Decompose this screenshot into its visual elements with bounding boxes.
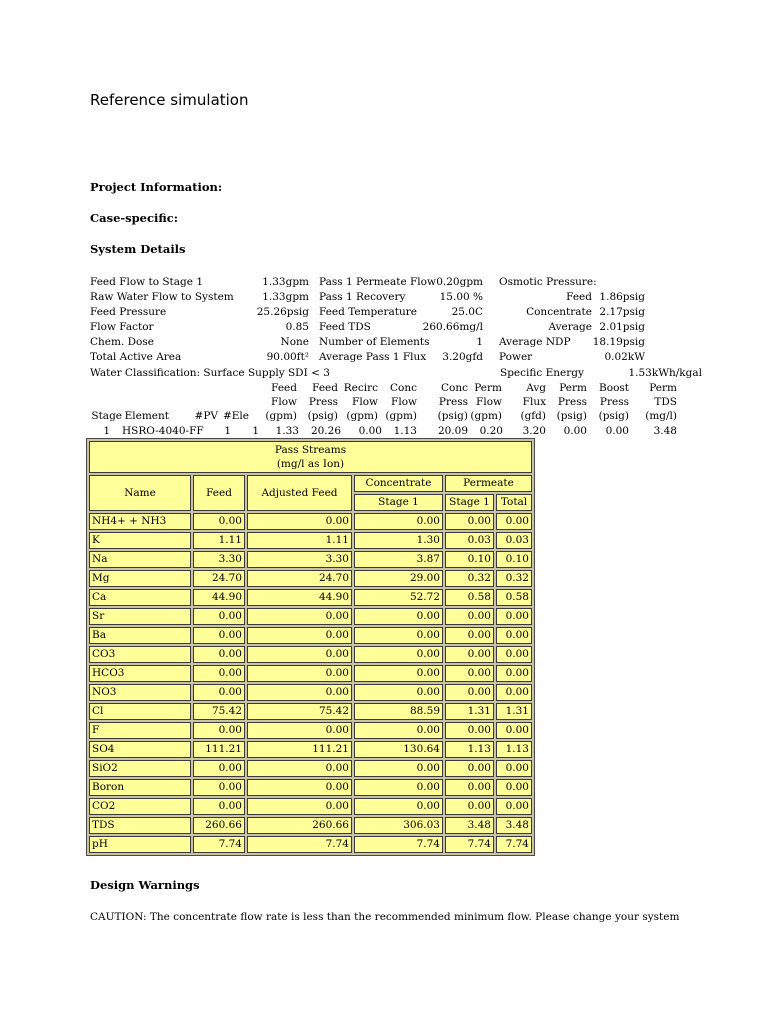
ion-row (89, 798, 532, 815)
stage-header-text: Feed (312, 382, 338, 394)
system-cell: 0.85 (285, 321, 309, 333)
system-cell: Number of Elements (319, 336, 430, 348)
ion-value: 0.00 (445, 646, 494, 663)
system-row (90, 320, 650, 335)
ion-name: Sr (89, 608, 191, 625)
ion-row (89, 513, 532, 530)
ion-value: 0.00 (445, 513, 494, 530)
stage-cell: 0.00 (605, 425, 629, 437)
ion-value: 0.00 (496, 513, 532, 530)
stage-header-text: Flow (391, 396, 417, 408)
stage-header-text: Conc (390, 382, 417, 394)
ion-name: NO3 (89, 684, 191, 701)
stage-header-text: (psig) (307, 410, 338, 422)
ion-value: 130.64 (354, 741, 443, 758)
system-cell: 3.20gfd (442, 351, 483, 363)
ion-name: CO3 (89, 646, 191, 663)
ion-value: 1.13 (496, 741, 532, 758)
system-cell: Power (499, 351, 533, 363)
ion-value: 0.00 (496, 627, 532, 644)
pass-streams-title (89, 441, 532, 473)
ion-value: 0.00 (354, 722, 443, 739)
ion-row (89, 665, 532, 682)
ion-value: 75.42 (193, 703, 245, 720)
col-concentrate-stage1: Stage 1 (354, 494, 443, 511)
system-row (90, 350, 650, 365)
stage-header-text: Perm (559, 382, 587, 394)
system-cell: Pass 1 Permeate Flow (319, 276, 436, 288)
ion-value: 0.32 (445, 570, 494, 587)
ion-value: 0.32 (496, 570, 532, 587)
stage-cell: 1 (103, 425, 110, 437)
ion-value: 0.00 (193, 665, 245, 682)
page-title: Reference simulation (90, 91, 249, 109)
system-cell: 2.01psig (599, 321, 645, 333)
ion-value: 0.10 (496, 551, 532, 568)
ion-name: pH (89, 836, 191, 853)
col-concentrate: Concentrate (354, 475, 443, 492)
system-cell: Feed (566, 291, 592, 303)
stage-header-text: Press (557, 396, 587, 408)
system-row (90, 275, 650, 290)
ion-value: 7.74 (247, 836, 352, 853)
stage-header-text: Flow (476, 396, 502, 408)
stage-cell: HSRO-4040-FF (122, 425, 204, 437)
ion-name: TDS (89, 817, 191, 834)
system-cell: Feed Flow to Stage 1 (90, 276, 203, 288)
ion-name: HCO3 (89, 665, 191, 682)
ion-value: 0.00 (193, 779, 245, 796)
ion-value: 0.58 (496, 589, 532, 606)
ion-value: 0.00 (496, 722, 532, 739)
ion-value: 0.10 (445, 551, 494, 568)
stage-cell: 0.20 (479, 425, 503, 437)
system-cell: Total Active Area (90, 351, 182, 363)
stage-header-text: Conc (441, 382, 468, 394)
ion-name: Cl (89, 703, 191, 720)
stage-cell: 3.20 (522, 425, 546, 437)
ion-name: Na (89, 551, 191, 568)
water-classification-row (90, 366, 702, 381)
ion-value: 0.00 (354, 513, 443, 530)
ion-value: 24.70 (247, 570, 352, 587)
system-details-heading: System Details (90, 242, 186, 256)
ion-value: 0.00 (445, 779, 494, 796)
ion-value: 0.00 (445, 798, 494, 815)
stage-header-text: Element (124, 410, 169, 422)
ion-row (89, 722, 532, 739)
ion-value: 260.66 (193, 817, 245, 834)
system-cell: Average (548, 321, 592, 333)
ion-value: 0.00 (496, 665, 532, 682)
system-cell: Feed Pressure (90, 306, 167, 318)
ion-value: 1.11 (193, 532, 245, 549)
ion-value: 1.11 (247, 532, 352, 549)
ion-value: 1.13 (445, 741, 494, 758)
ion-value: 0.00 (496, 779, 532, 796)
col-permeate: Permeate (445, 475, 532, 492)
system-cell: 1.86psig (599, 291, 645, 303)
ion-value: 0.00 (496, 760, 532, 777)
stage-header-text: (gfd) (520, 410, 546, 422)
ion-row (89, 760, 532, 777)
ion-value: 0.03 (496, 532, 532, 549)
ion-value: 0.58 (445, 589, 494, 606)
ion-value: 0.00 (445, 665, 494, 682)
stage-header-text: Avg (526, 382, 546, 394)
ion-value: 75.42 (247, 703, 352, 720)
stage-header-text: Feed (271, 382, 297, 394)
ion-value: 0.00 (445, 760, 494, 777)
pass-streams-title-text: Pass Streams (274, 444, 347, 456)
ion-value: 0.00 (496, 608, 532, 625)
ion-name: F (89, 722, 191, 739)
ion-value: 0.00 (193, 798, 245, 815)
ion-row (89, 684, 532, 701)
ion-value: 0.00 (496, 684, 532, 701)
ion-name: Boron (89, 779, 191, 796)
pass-streams-subtitle: (mg/l as Ion) (276, 458, 345, 470)
stage-header-text: (gpm) (385, 410, 417, 422)
system-cell: 0.02kW (604, 351, 645, 363)
ion-value: 0.00 (247, 665, 352, 682)
system-cell: 2.17psig (599, 306, 645, 318)
system-cell: 0.20gpm (436, 276, 483, 288)
system-cell: 260.66mg/l (422, 321, 483, 333)
stage-header-text: Boost (599, 382, 629, 394)
stage-cell: 3.48 (653, 425, 677, 437)
stage-cell: 20.26 (310, 425, 341, 437)
col-adjusted-feed: Adjusted Feed (247, 475, 352, 511)
system-row (90, 335, 650, 350)
ion-value: 3.48 (445, 817, 494, 834)
col-name: Name (89, 475, 191, 511)
system-cell: 15.00 % (439, 291, 483, 303)
ion-value: 111.21 (193, 741, 245, 758)
system-cell: 1.33gpm (262, 276, 309, 288)
stage-header-text: Press (438, 396, 468, 408)
water-classification: Water Classification: Surface Supply SDI < 3 (90, 367, 330, 379)
ion-row (89, 551, 532, 568)
ion-value: 3.87 (354, 551, 443, 568)
ion-value: 0.00 (247, 760, 352, 777)
ion-value: 0.00 (247, 513, 352, 530)
ion-value: 111.21 (247, 741, 352, 758)
ion-value: 0.00 (354, 665, 443, 682)
ion-value: 0.00 (247, 684, 352, 701)
ion-value: 7.74 (354, 836, 443, 853)
pass-streams-table (86, 438, 535, 856)
ion-value: 0.00 (193, 608, 245, 625)
ion-row (89, 817, 532, 834)
ion-value: 0.00 (496, 646, 532, 663)
ion-value: 0.00 (445, 722, 494, 739)
stage-header-text: (psig) (556, 410, 587, 422)
ion-value: 44.90 (193, 589, 245, 606)
stage-header-text: (psig) (437, 410, 468, 422)
stage-cell: 20.09 (437, 425, 468, 437)
col-permeate-total: Total (496, 494, 532, 511)
ion-value: 0.00 (354, 779, 443, 796)
stage-header-text: Perm (474, 382, 502, 394)
ion-value: 29.00 (354, 570, 443, 587)
ion-row (89, 627, 532, 644)
stage-header-text: TDS (654, 396, 677, 408)
stage-header-text: (mg/l) (645, 410, 677, 422)
specific-energy-label: Specific Energy (500, 367, 584, 379)
ion-value: 0.00 (193, 722, 245, 739)
ion-value: 0.03 (445, 532, 494, 549)
ion-value: 0.00 (445, 684, 494, 701)
ion-row (89, 532, 532, 549)
ion-value: 0.00 (354, 646, 443, 663)
stage-cell: 1 (224, 425, 231, 437)
ion-name: SiO2 (89, 760, 191, 777)
ion-value: 1.31 (496, 703, 532, 720)
stage-header-text: (gpm) (265, 410, 297, 422)
stage-header-text: Flow (271, 396, 297, 408)
ion-value: 260.66 (247, 817, 352, 834)
ion-value: 24.70 (193, 570, 245, 587)
ion-value: 88.59 (354, 703, 443, 720)
system-cell: 1.33gpm (262, 291, 309, 303)
stage-header-text: Flow (352, 396, 378, 408)
stage-header-text: Press (599, 396, 629, 408)
project-information-heading: Project Information: (90, 180, 223, 194)
system-cell: Average Pass 1 Flux (319, 351, 427, 363)
ion-value: 0.00 (354, 760, 443, 777)
ion-row (89, 646, 532, 663)
system-cell: 90.00ft² (266, 351, 309, 363)
stage-header-text: Recirc (343, 382, 378, 394)
ion-row (89, 608, 532, 625)
stage-cell: 1.13 (393, 425, 417, 437)
ion-value: 0.00 (354, 684, 443, 701)
system-cell: Concentrate (526, 306, 592, 318)
ion-name: SO4 (89, 741, 191, 758)
system-cell: 1 (476, 336, 483, 348)
ion-value: 0.00 (445, 608, 494, 625)
ion-value: 0.00 (496, 798, 532, 815)
system-cell: Feed TDS (319, 321, 371, 333)
ion-name: K (89, 532, 191, 549)
ion-name: Ba (89, 627, 191, 644)
system-cell: Chem. Dose (90, 336, 154, 348)
ion-value: 3.30 (247, 551, 352, 568)
stage-header-text: Press (308, 396, 338, 408)
ion-value: 1.30 (354, 532, 443, 549)
specific-energy-value: 1.53kWh/kgal (628, 367, 702, 379)
ion-value: 0.00 (354, 798, 443, 815)
ion-value: 0.00 (193, 513, 245, 530)
stage-cell: 0.00 (563, 425, 587, 437)
ion-value: 0.00 (247, 608, 352, 625)
ion-row (89, 570, 532, 587)
ion-value: 44.90 (247, 589, 352, 606)
ion-value: 0.00 (247, 798, 352, 815)
stage-header-text: #Ele (222, 410, 249, 422)
system-cell: Average NDP (499, 336, 571, 348)
ion-value: 0.00 (193, 760, 245, 777)
ion-value: 1.31 (445, 703, 494, 720)
ion-value: 0.00 (193, 684, 245, 701)
stage-header-text: (gpm) (470, 410, 502, 422)
system-cell: 25.26psig (256, 306, 309, 318)
design-warnings-heading: Design Warnings (90, 878, 200, 892)
stage-header-text: (psig) (598, 410, 629, 422)
stage-header-text: Perm (649, 382, 677, 394)
ion-value: 306.03 (354, 817, 443, 834)
ion-value: 52.72 (354, 589, 443, 606)
system-cell: Pass 1 Recovery (319, 291, 406, 303)
ion-row (89, 741, 532, 758)
ion-name: CO2 (89, 798, 191, 815)
col-feed: Feed (193, 475, 245, 511)
stage-header-text: (gpm) (346, 410, 378, 422)
ion-name: NH4+ + NH3 (89, 513, 191, 530)
stage-header-text: #PV (194, 410, 218, 422)
system-cell: Osmotic Pressure: (499, 276, 597, 288)
ion-row (89, 779, 532, 796)
stage-header-text: Flux (522, 396, 546, 408)
case-specific-heading: Case-specific: (90, 211, 178, 225)
ion-value: 0.00 (247, 646, 352, 663)
system-cell: 25.0C (451, 306, 483, 318)
ion-value: 7.74 (445, 836, 494, 853)
ion-value: 3.30 (193, 551, 245, 568)
ion-value: 0.00 (193, 646, 245, 663)
ion-value: 0.00 (354, 627, 443, 644)
system-cell: Flow Factor (90, 321, 154, 333)
system-cell: Feed Temperature (319, 306, 417, 318)
ion-value: 0.00 (247, 779, 352, 796)
ion-value: 7.74 (496, 836, 532, 853)
stage-header-text: Stage (91, 410, 122, 422)
ion-name: Mg (89, 570, 191, 587)
system-cell: 18.19psig (592, 336, 645, 348)
stage-cell: 1 (252, 425, 259, 437)
ion-value: 0.00 (193, 627, 245, 644)
system-cell: Raw Water Flow to System (90, 291, 234, 303)
system-row (90, 290, 650, 305)
col-permeate-stage1: Stage 1 (445, 494, 494, 511)
stage-cell: 0.00 (358, 425, 382, 437)
system-row (90, 305, 650, 320)
ion-row (89, 703, 532, 720)
stage-cell: 1.33 (275, 425, 299, 437)
ion-value: 0.00 (247, 627, 352, 644)
design-warning-text: CAUTION: The concentrate flow rate is less than the recommended minimum flow. Please change your system (90, 911, 680, 923)
ion-value: 3.48 (496, 817, 532, 834)
ion-value: 7.74 (193, 836, 245, 853)
system-cell: None (280, 336, 309, 348)
ion-value: 0.00 (445, 627, 494, 644)
ion-value: 0.00 (247, 722, 352, 739)
ion-row (89, 589, 532, 606)
ion-row (89, 836, 532, 853)
ion-name: Ca (89, 589, 191, 606)
stage-header-col (617, 381, 677, 423)
ion-value: 0.00 (354, 608, 443, 625)
